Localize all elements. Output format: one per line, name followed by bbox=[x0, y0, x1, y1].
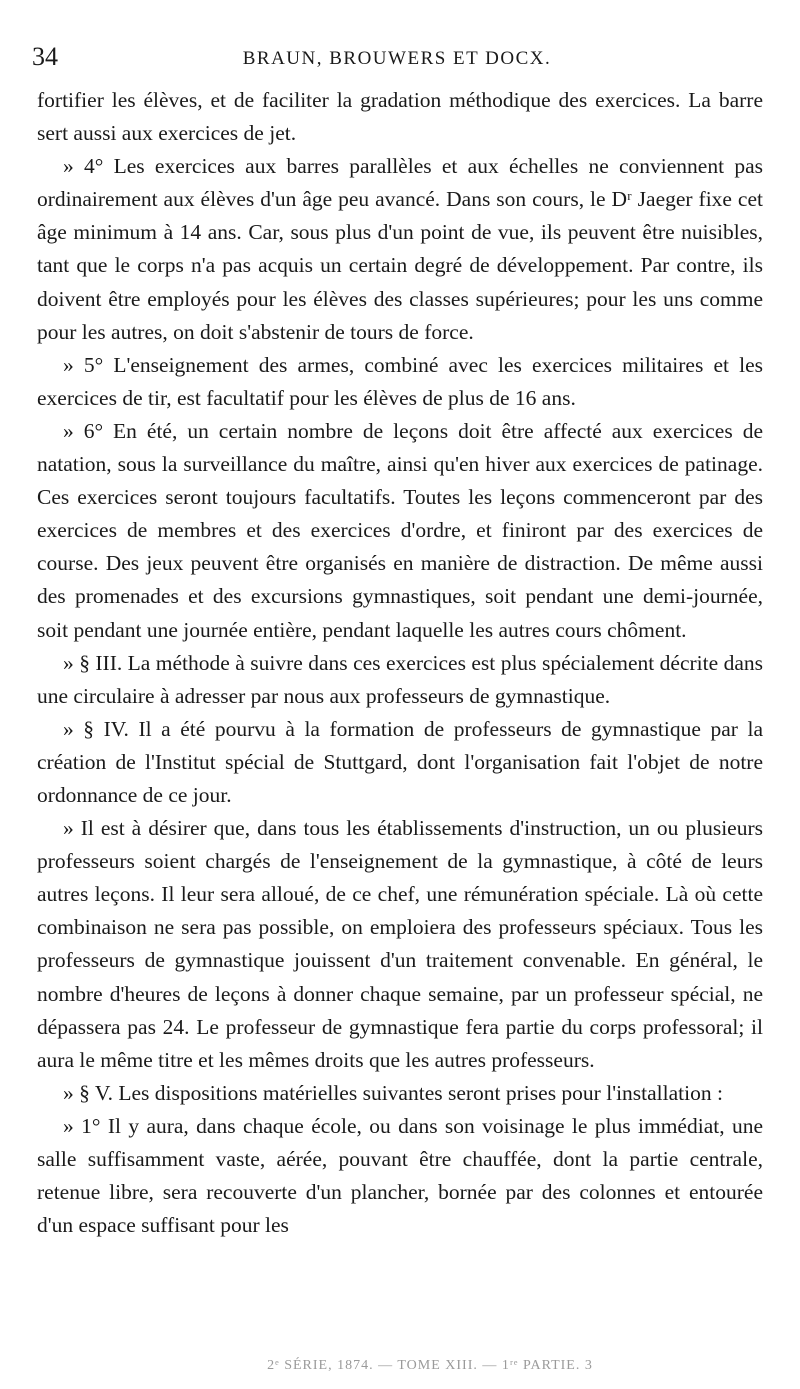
paragraph-1: fortifier les élèves, et de faciliter la gradation méthodique des exercices. La barre sert aussi aux exercices de jet. bbox=[37, 88, 763, 146]
paragraph-3: » 5° L'enseignement des armes, combiné avec les exercices militaires et les exercices de tir, est facultatif pour les élèves de plus de 16 ans. bbox=[37, 352, 763, 410]
running-head: BRAUN, BROUWERS ET DOCX. bbox=[242, 48, 552, 69]
paragraph-8: » § V. Les dispositions matérielles suivantes seront prises pour l'installation : bbox=[63, 1080, 723, 1105]
faint-footer-signature: 2ᵉ SÉRIE, 1874. — TOME XIII. — 1ʳᵉ PARTIE. 3 bbox=[267, 1358, 593, 1373]
paragraph-5: » § III. La méthode à suivre dans ces exercices est plus spécialement décrite dans une circulaire à adresser par nous aux professeurs de gymnastique. bbox=[37, 650, 763, 708]
paragraph-9: » 1° Il y aura, dans chaque école, ou dans son voisinage le plus immédiat, une salle suffisamment vaste, aérée, pouvant être chauffée, dont la partie centrale, retenue libre, sera recouverte d'un plancher, bornée par des colonnes et entourée d'un espace suffisant pour les bbox=[37, 1113, 763, 1238]
paragraph-4: » 6° En été, un certain nombre de leçons doit être affecté aux exercices de natation, sous la surveillance du maître, ainsi qu'en hiver aux exercices de patinage. Ces exercices seront toujours facultatifs. Toutes les leçons commenceront par des exercices de membres et des exercices d'ordre, et finiront par des exercices de course. Des jeux peuvent être organisés en manière de distraction. De même aussi des promenades et des excursions gymnastiques, soit pendant une demi-journée, soit pendant une journée entière, pendant laquelle les autres cours chôment. bbox=[37, 418, 763, 642]
paragraph-6: » § IV. Il a été pourvu à la formation de professeurs de gymnastique par la création de l'Institut spécial de Stuttgard, dont l'organisation fait l'objet de notre ordonnance de ce jour. bbox=[37, 716, 763, 807]
body-text bbox=[37, 84, 763, 1242]
page-header bbox=[32, 40, 762, 80]
paragraph-2: » 4° Les exercices aux barres parallèles et aux échelles ne conviennent pas ordinairement aux élèves d'un âge peu avancé. Dans son cours, le Dʳ Jaeger fixe cet âge minimum à 14 ans. Car, sous plus d'un point de vue, ils peuvent être nuisibles, tant que le corps n'a pas acquis un certain degré de développement. Par contre, ils doivent être employés pour les élèves des classes supérieures; pour les uns comme pour les autres, on doit s'abstenir de tours de force. bbox=[37, 154, 763, 344]
page-number: 34 bbox=[32, 42, 58, 71]
paragraph-7: » Il est à désirer que, dans tous les établissements d'instruction, un ou plusieurs professeurs soient chargés de l'enseignement de la gymnastique, à côté de leurs autres leçons. Il leur sera alloué, de ce chef, une rémunération spéciale. Là où cette combinaison ne sera pas possible, on emploiera des professeurs spéciaux. Tous les professeurs de gymnastique jouissent d'un traitement convenable. En général, le nombre d'heures de leçons à donner chaque semaine, par un professeur spécial, ne dépassera pas 24. Le professeur de gymnastique fera partie du corps professoral; il aura le même titre et les mêmes droits que les autres professeurs. bbox=[37, 816, 763, 1072]
